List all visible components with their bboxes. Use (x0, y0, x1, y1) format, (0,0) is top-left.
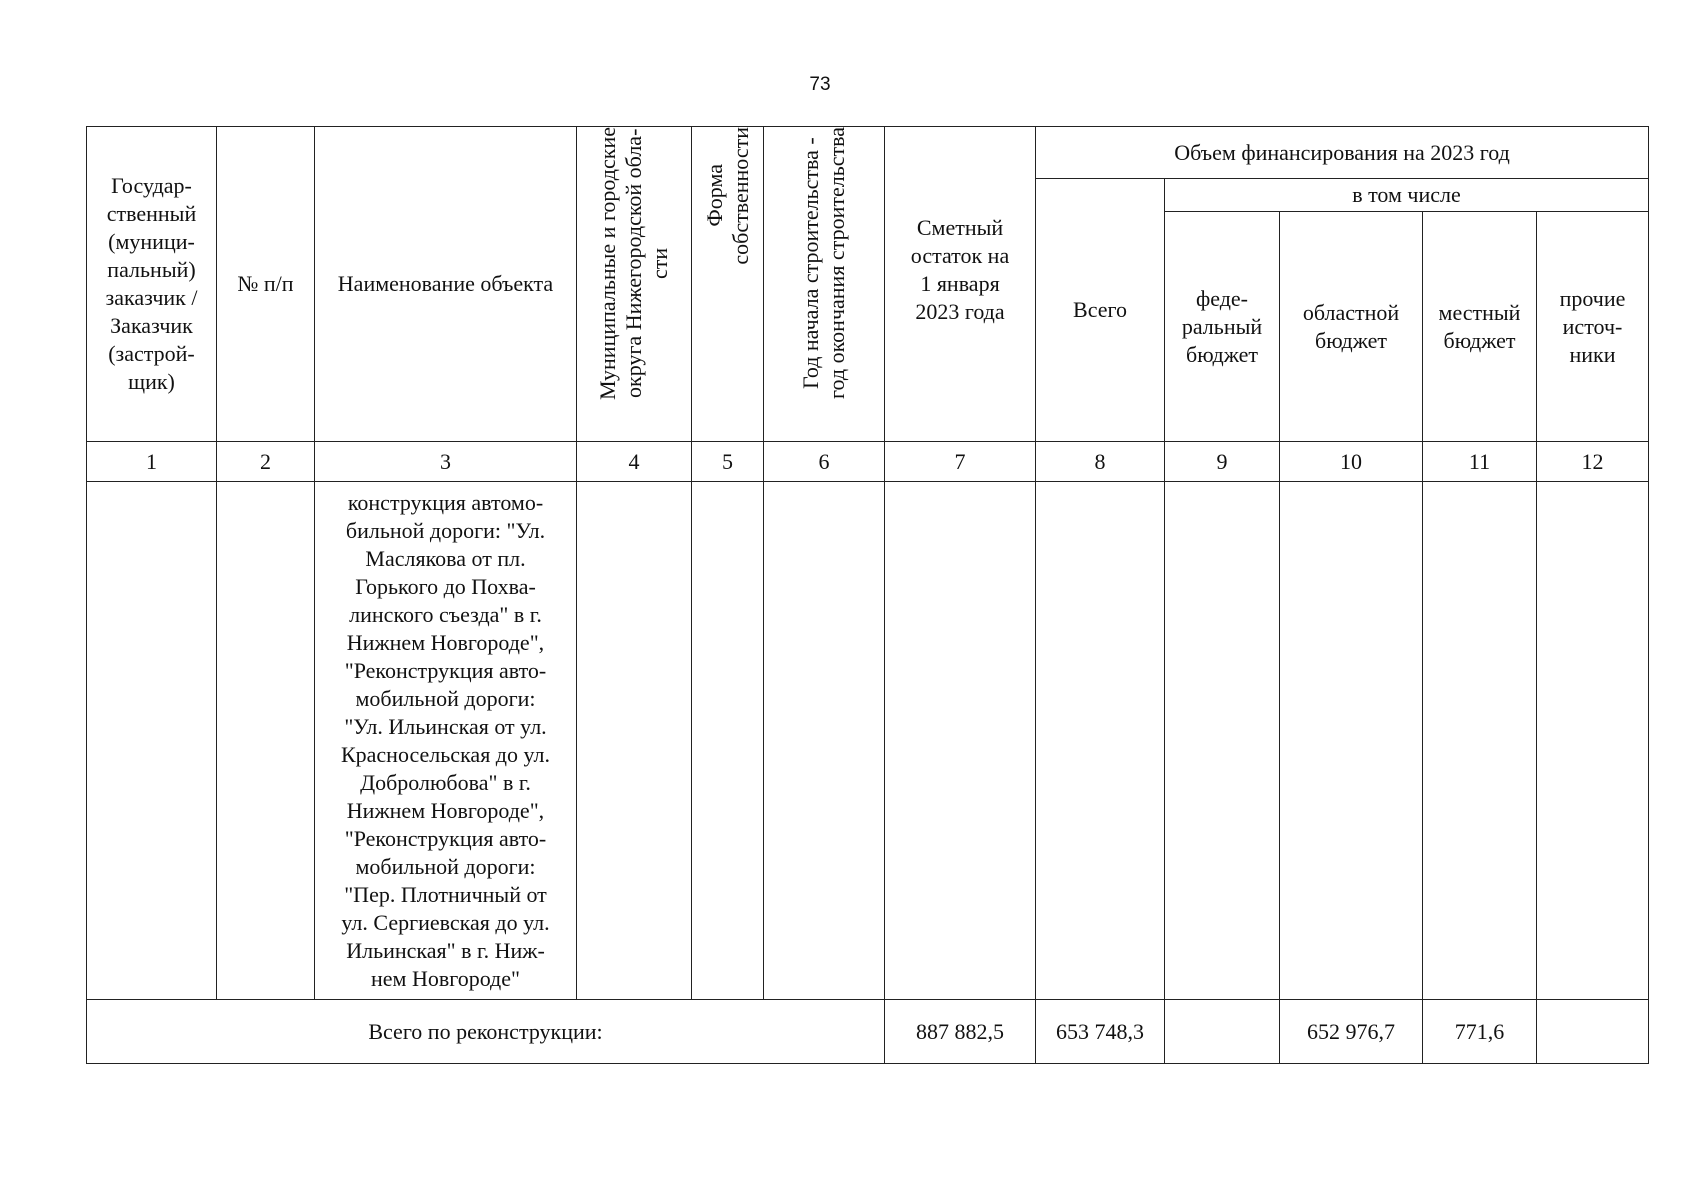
column-numbers-row (87, 442, 1649, 482)
header-federal-line: бюджет (1186, 341, 1258, 367)
table-row (87, 482, 1649, 1000)
cell-regional (1280, 482, 1423, 1000)
header-customer-line: щик) (128, 369, 175, 394)
cell-other (1537, 482, 1649, 1000)
header-regional-line: областной (1302, 299, 1400, 325)
object-name-line: "Ул. Ильинская от ул. (344, 713, 547, 739)
cell-federal (1165, 482, 1280, 1000)
column-number: 12 (1537, 442, 1649, 482)
column-number: 11 (1423, 442, 1537, 482)
totals-other (1537, 1000, 1649, 1064)
header-customer-line: Заказчик (110, 313, 193, 338)
object-name-line: Горького до Похва- (355, 573, 536, 599)
header-customer-line: (застрой- (108, 341, 195, 366)
cell-ownership (692, 482, 764, 1000)
column-number: 3 (315, 442, 577, 482)
object-name-line: мобильной дороги: (355, 853, 536, 879)
header-ownership-line: Форма (701, 164, 727, 228)
header-local-budget (1423, 212, 1537, 442)
header-ownership-line: собственности (727, 127, 753, 265)
object-name-line: бильной дороги: "Ул. (345, 517, 546, 543)
header-local-line: бюджет (1443, 327, 1516, 353)
header-other-line: источ- (1562, 313, 1623, 339)
object-name-line: нем Новгороде" (370, 965, 520, 991)
header-federal-budget (1165, 212, 1280, 442)
object-name-line: мобильной дороги: (355, 685, 536, 711)
object-name-line: конструкция автомо- (347, 489, 544, 515)
header-customer (87, 127, 217, 442)
object-name-line: Нижнем Новгороде", (346, 629, 545, 655)
header-financing-title: Объем финансирования на 2023 год (1036, 127, 1649, 179)
header-ownership-form (692, 127, 764, 442)
object-name-line: "Реконструкция авто- (344, 657, 547, 683)
object-name-line: Добролюбова" в г. (360, 769, 531, 795)
cell-years (764, 482, 885, 1000)
header-customer-line: пальный) (107, 257, 196, 282)
header-estimate-line: 1 января (920, 271, 1000, 296)
header-customer-line: (муници- (108, 229, 195, 254)
column-number: 2 (217, 442, 315, 482)
header-estimate-line: остаток на (910, 243, 1010, 268)
header-other-sources (1537, 212, 1649, 442)
cell-customer (87, 482, 217, 1000)
object-name-line: Маслякова от пл. (365, 545, 526, 571)
totals-local: 771,6 (1423, 1000, 1537, 1064)
cell-object-name (315, 482, 577, 1000)
cell-total (1036, 482, 1165, 1000)
cell-estimate (885, 482, 1036, 1000)
column-number: 7 (885, 442, 1036, 482)
header-local-line: местный (1438, 299, 1521, 325)
header-municipal-line: сти (647, 247, 672, 280)
object-name-line: Ильинская" в г. Ниж- (346, 937, 545, 963)
header-years-line: Год начала строительства - (798, 137, 823, 389)
header-federal-line: феде- (1195, 285, 1248, 311)
header-other-line: ники (1569, 341, 1616, 367)
header-total: Всего (1036, 179, 1165, 442)
header-estimate-line: 2023 года (915, 299, 1005, 324)
object-name-line: "Пер. Плотничный от (344, 881, 547, 907)
totals-federal (1165, 1000, 1280, 1064)
header-municipal-line: Муниципальные и городские (595, 127, 620, 400)
totals-regional: 652 976,7 (1280, 1000, 1423, 1064)
header-other-line: прочие (1559, 285, 1626, 311)
object-name-line: ул. Сергиевская до ул. (341, 909, 550, 935)
cell-municipal (577, 482, 692, 1000)
page-number: 73 (809, 74, 831, 95)
header-estimate-remainder (885, 127, 1036, 442)
column-number: 5 (692, 442, 764, 482)
column-number: 4 (577, 442, 692, 482)
totals-label: Всего по реконструкции: (87, 1000, 885, 1064)
object-name-line: "Реконструкция авто- (344, 825, 547, 851)
header-municipal-line: округа Нижегородской обла- (621, 128, 646, 399)
column-number: 8 (1036, 442, 1165, 482)
header-regional-line: бюджет (1315, 327, 1387, 353)
column-number: 6 (764, 442, 885, 482)
totals-total: 653 748,3 (1036, 1000, 1165, 1064)
header-customer-line: Государ- (111, 173, 192, 198)
header-years-line: год окончания строительства (824, 127, 849, 399)
header-object-name: Наименование объекта (315, 127, 577, 442)
financing-table (86, 126, 1649, 1064)
object-name-line: Красносельская до ул. (340, 741, 551, 767)
header-including: в том числе (1165, 179, 1649, 212)
header-regional-budget (1280, 212, 1423, 442)
header-customer-line: заказчик / (105, 285, 198, 310)
header-construction-years (764, 127, 885, 442)
column-number: 9 (1165, 442, 1280, 482)
cell-number (217, 482, 315, 1000)
header-customer-line: ственный (106, 201, 197, 226)
cell-local (1423, 482, 1537, 1000)
header-federal-line: ральный (1181, 313, 1263, 339)
object-name-line: Нижнем Новгороде", (346, 797, 545, 823)
object-name-line: линского съезда" в г. (349, 601, 542, 627)
header-estimate-line: Сметный (916, 215, 1004, 240)
header-number: № п/п (217, 127, 315, 442)
header-municipal-district (577, 127, 692, 442)
totals-row (87, 1000, 1649, 1064)
totals-estimate-remainder: 887 882,5 (885, 1000, 1036, 1064)
column-number: 1 (87, 442, 217, 482)
column-number: 10 (1280, 442, 1423, 482)
